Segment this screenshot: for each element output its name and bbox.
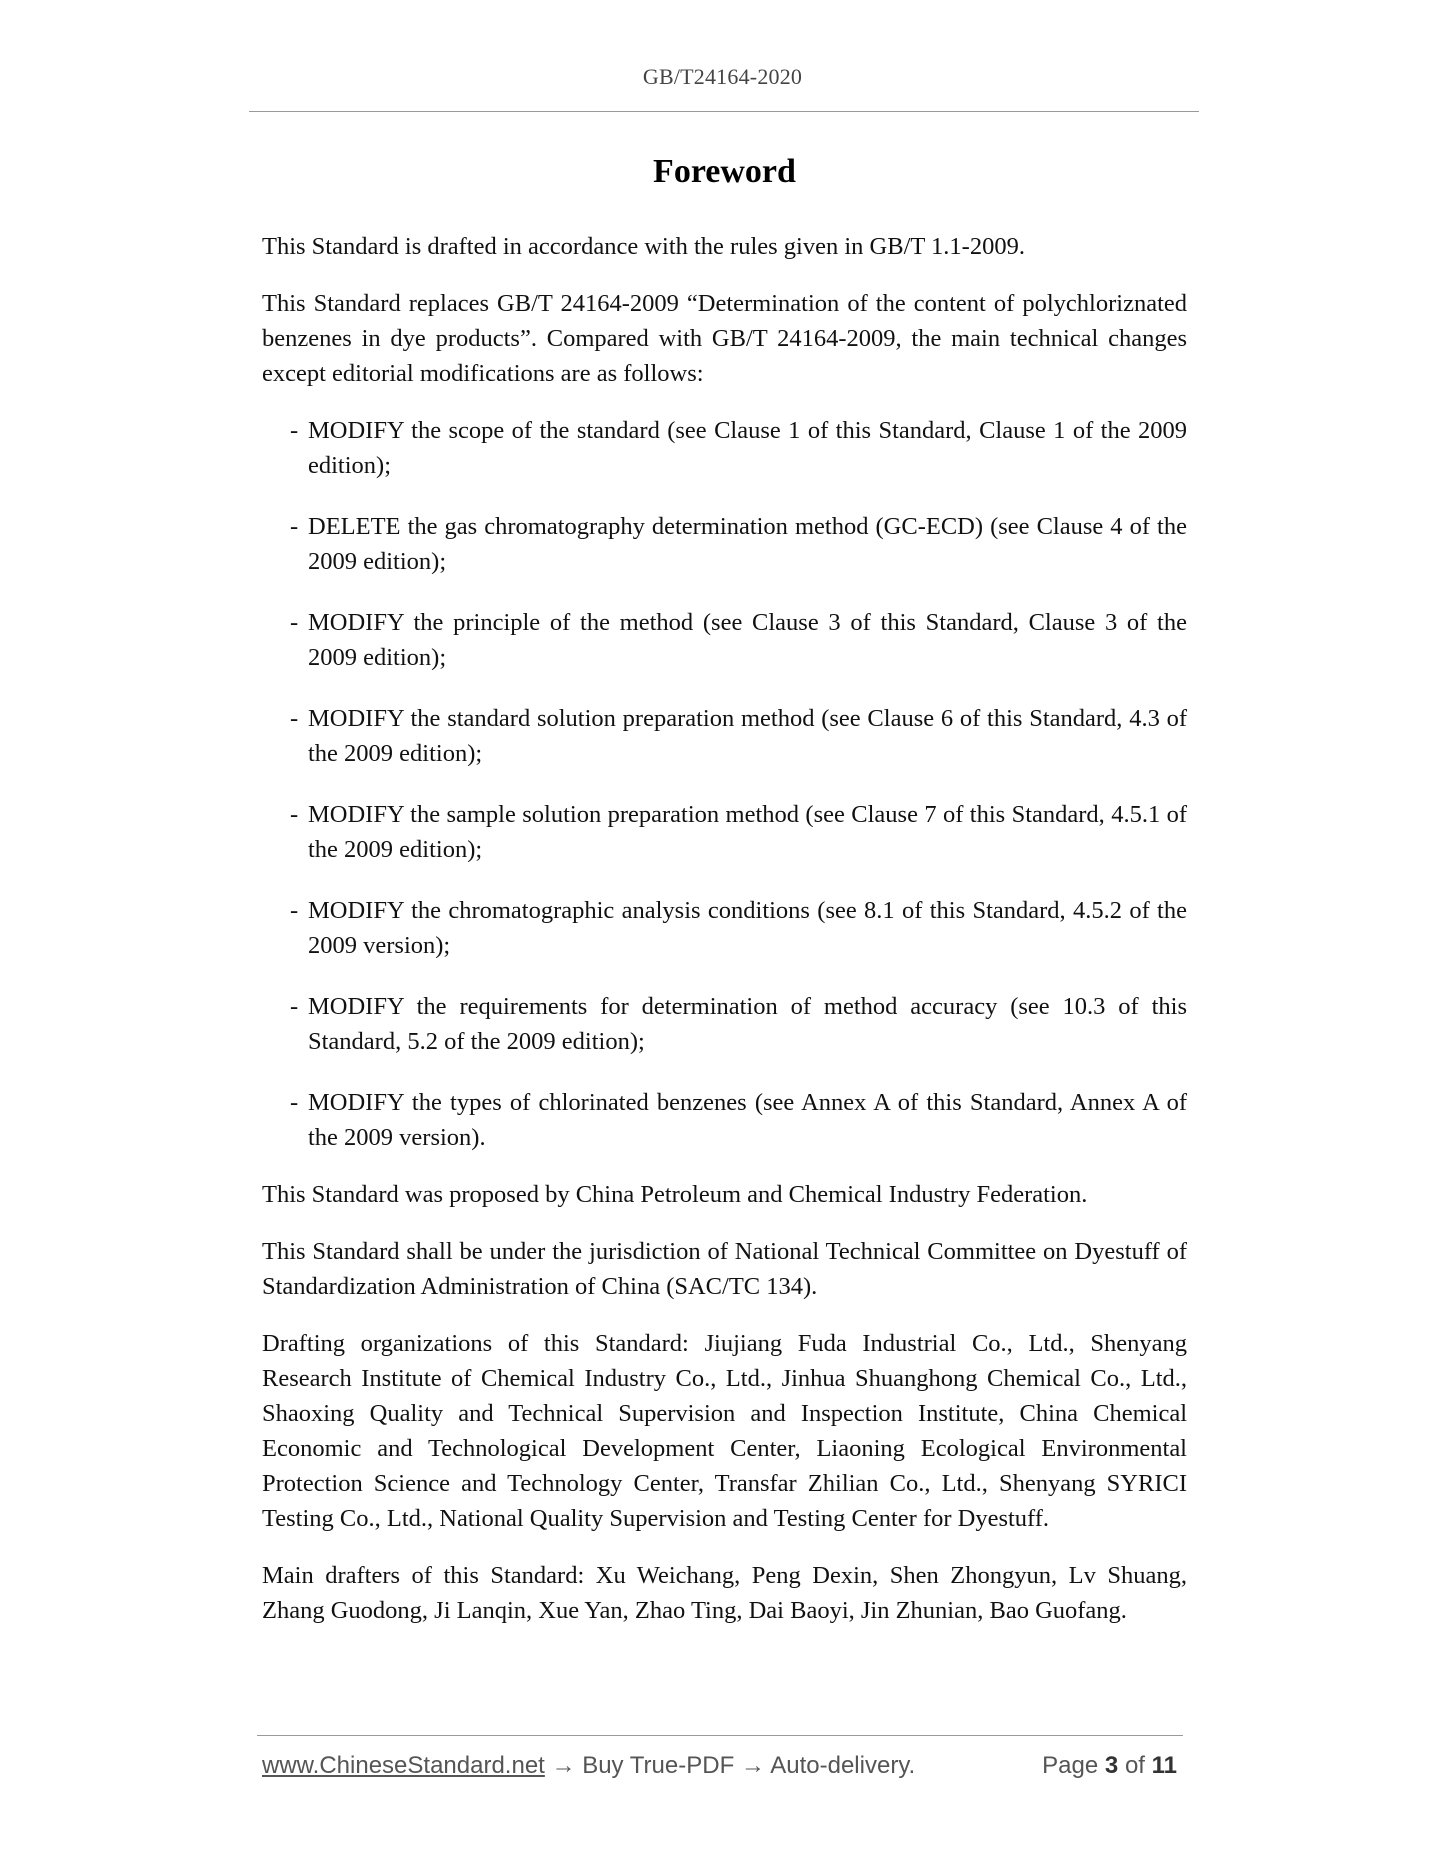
list-item <box>262 605 1187 675</box>
list-item-text: MODIFY the principle of the method (see Clause 3 of this Standard, Clause 3 of the 2009 edition); <box>308 608 1187 671</box>
buy-true-pdf-text: Buy True-PDF <box>582 1752 735 1779</box>
list-dash: - <box>290 704 299 732</box>
auto-delivery-text: Auto-delivery. <box>770 1752 916 1779</box>
list-item-text: MODIFY the types of chlorinated benzenes (see Annex A of this Standard, Annex A of the 2009 version). <box>308 1088 1187 1151</box>
changes-list <box>262 413 1187 1155</box>
of-label: of <box>1124 1752 1145 1779</box>
list-item <box>262 509 1187 579</box>
list-dash: - <box>290 1088 299 1116</box>
list-dash: - <box>290 512 299 540</box>
list-dash: - <box>290 896 299 924</box>
list-item-text: MODIFY the chromatographic analysis conditions (see 8.1 of this Standard, 4.5.2 of the 2009 version); <box>308 896 1187 959</box>
list-dash: - <box>290 608 299 636</box>
paragraph-drafting: This Standard is drafted in accordance with the rules given in GB/T 1.1-2009. <box>262 232 1025 260</box>
paragraph-jurisdiction: This Standard shall be under the jurisdiction of National Technical Committee on Dyestuff of Standardization Administration of China (SAC/TC 134). <box>262 1237 1187 1300</box>
page-total: 11 <box>1151 1752 1177 1779</box>
list-item <box>262 701 1187 771</box>
arrow-right-icon: → <box>551 1752 576 1779</box>
page-label: Page <box>1042 1752 1099 1779</box>
page-number: 3 <box>1104 1752 1119 1779</box>
website-link[interactable]: www.ChineseStandard.net <box>262 1752 545 1779</box>
list-item <box>262 893 1187 963</box>
paragraph-organizations: Drafting organizations of this Standard: Jiujiang Fuda Industrial Co., Ltd., Shenyang Research Institute of Chemical Industry Co., Ltd., Jinhua Shuanghong Chemical Co., Ltd., Shaoxing Quality and Technical Supervision and Inspection Institute, China Chemical Economic and Technological Development Center, Liaoning Ecological Environmental Protection Science and Technology Center, Transfar Zhilian Co., Ltd., Shenyang SYRICI Testing Co., Ltd., National Quality Supervision and Testing Center for Dyestuff. <box>262 1329 1187 1532</box>
list-dash: - <box>290 800 299 828</box>
list-item-text: MODIFY the scope of the standard (see Clause 1 of this Standard, Clause 1 of the 2009 edition); <box>308 416 1187 479</box>
arrow-right-icon: → <box>740 1752 765 1779</box>
page-indicator <box>1042 1752 1177 1780</box>
list-dash: - <box>290 992 299 1020</box>
list-item-text: DELETE the gas chromatography determination method (GC-ECD) (see Clause 4 of the 2009 edition); <box>308 512 1187 575</box>
list-item <box>262 797 1187 867</box>
paragraph-drafters: Main drafters of this Standard: Xu Weichang, Peng Dexin, Shen Zhongyun, Lv Shuang, Zhang Guodong, Ji Lanqin, Xue Yan, Zhao Ting, Dai Baoyi, Jin Zhunian, Bao Guofang. <box>262 1561 1187 1624</box>
list-dash: - <box>290 416 299 444</box>
footer-divider <box>257 1735 1183 1736</box>
list-item <box>262 1085 1187 1155</box>
running-header-doc-code: GB/T24164-2020 <box>642 64 803 89</box>
page-footer <box>262 1752 1177 1780</box>
footer-promo <box>262 1752 915 1780</box>
list-item <box>262 989 1187 1059</box>
list-item-text: MODIFY the sample solution preparation method (see Clause 7 of this Standard, 4.5.1 of the 2009 edition); <box>308 800 1187 863</box>
list-item-text: MODIFY the standard solution preparation method (see Clause 6 of this Standard, 4.3 of the 2009 edition); <box>308 704 1187 767</box>
paragraph-replaces: This Standard replaces GB/T 24164-2009 “Determination of the content of polychloriznated benzenes in dye products”. Compared with GB/T 24164-2009, the main technical changes except editorial modifications are as follows: <box>262 289 1187 387</box>
paragraph-proposed: This Standard was proposed by China Petroleum and Chemical Industry Federation. <box>262 1180 1088 1208</box>
page-title: Foreword <box>653 153 796 190</box>
list-item <box>262 413 1187 483</box>
page-content <box>262 152 1187 1650</box>
list-item-text: MODIFY the requirements for determination of method accuracy (see 10.3 of this Standard, 5.2 of the 2009 edition); <box>308 992 1187 1055</box>
header-divider <box>249 111 1199 112</box>
